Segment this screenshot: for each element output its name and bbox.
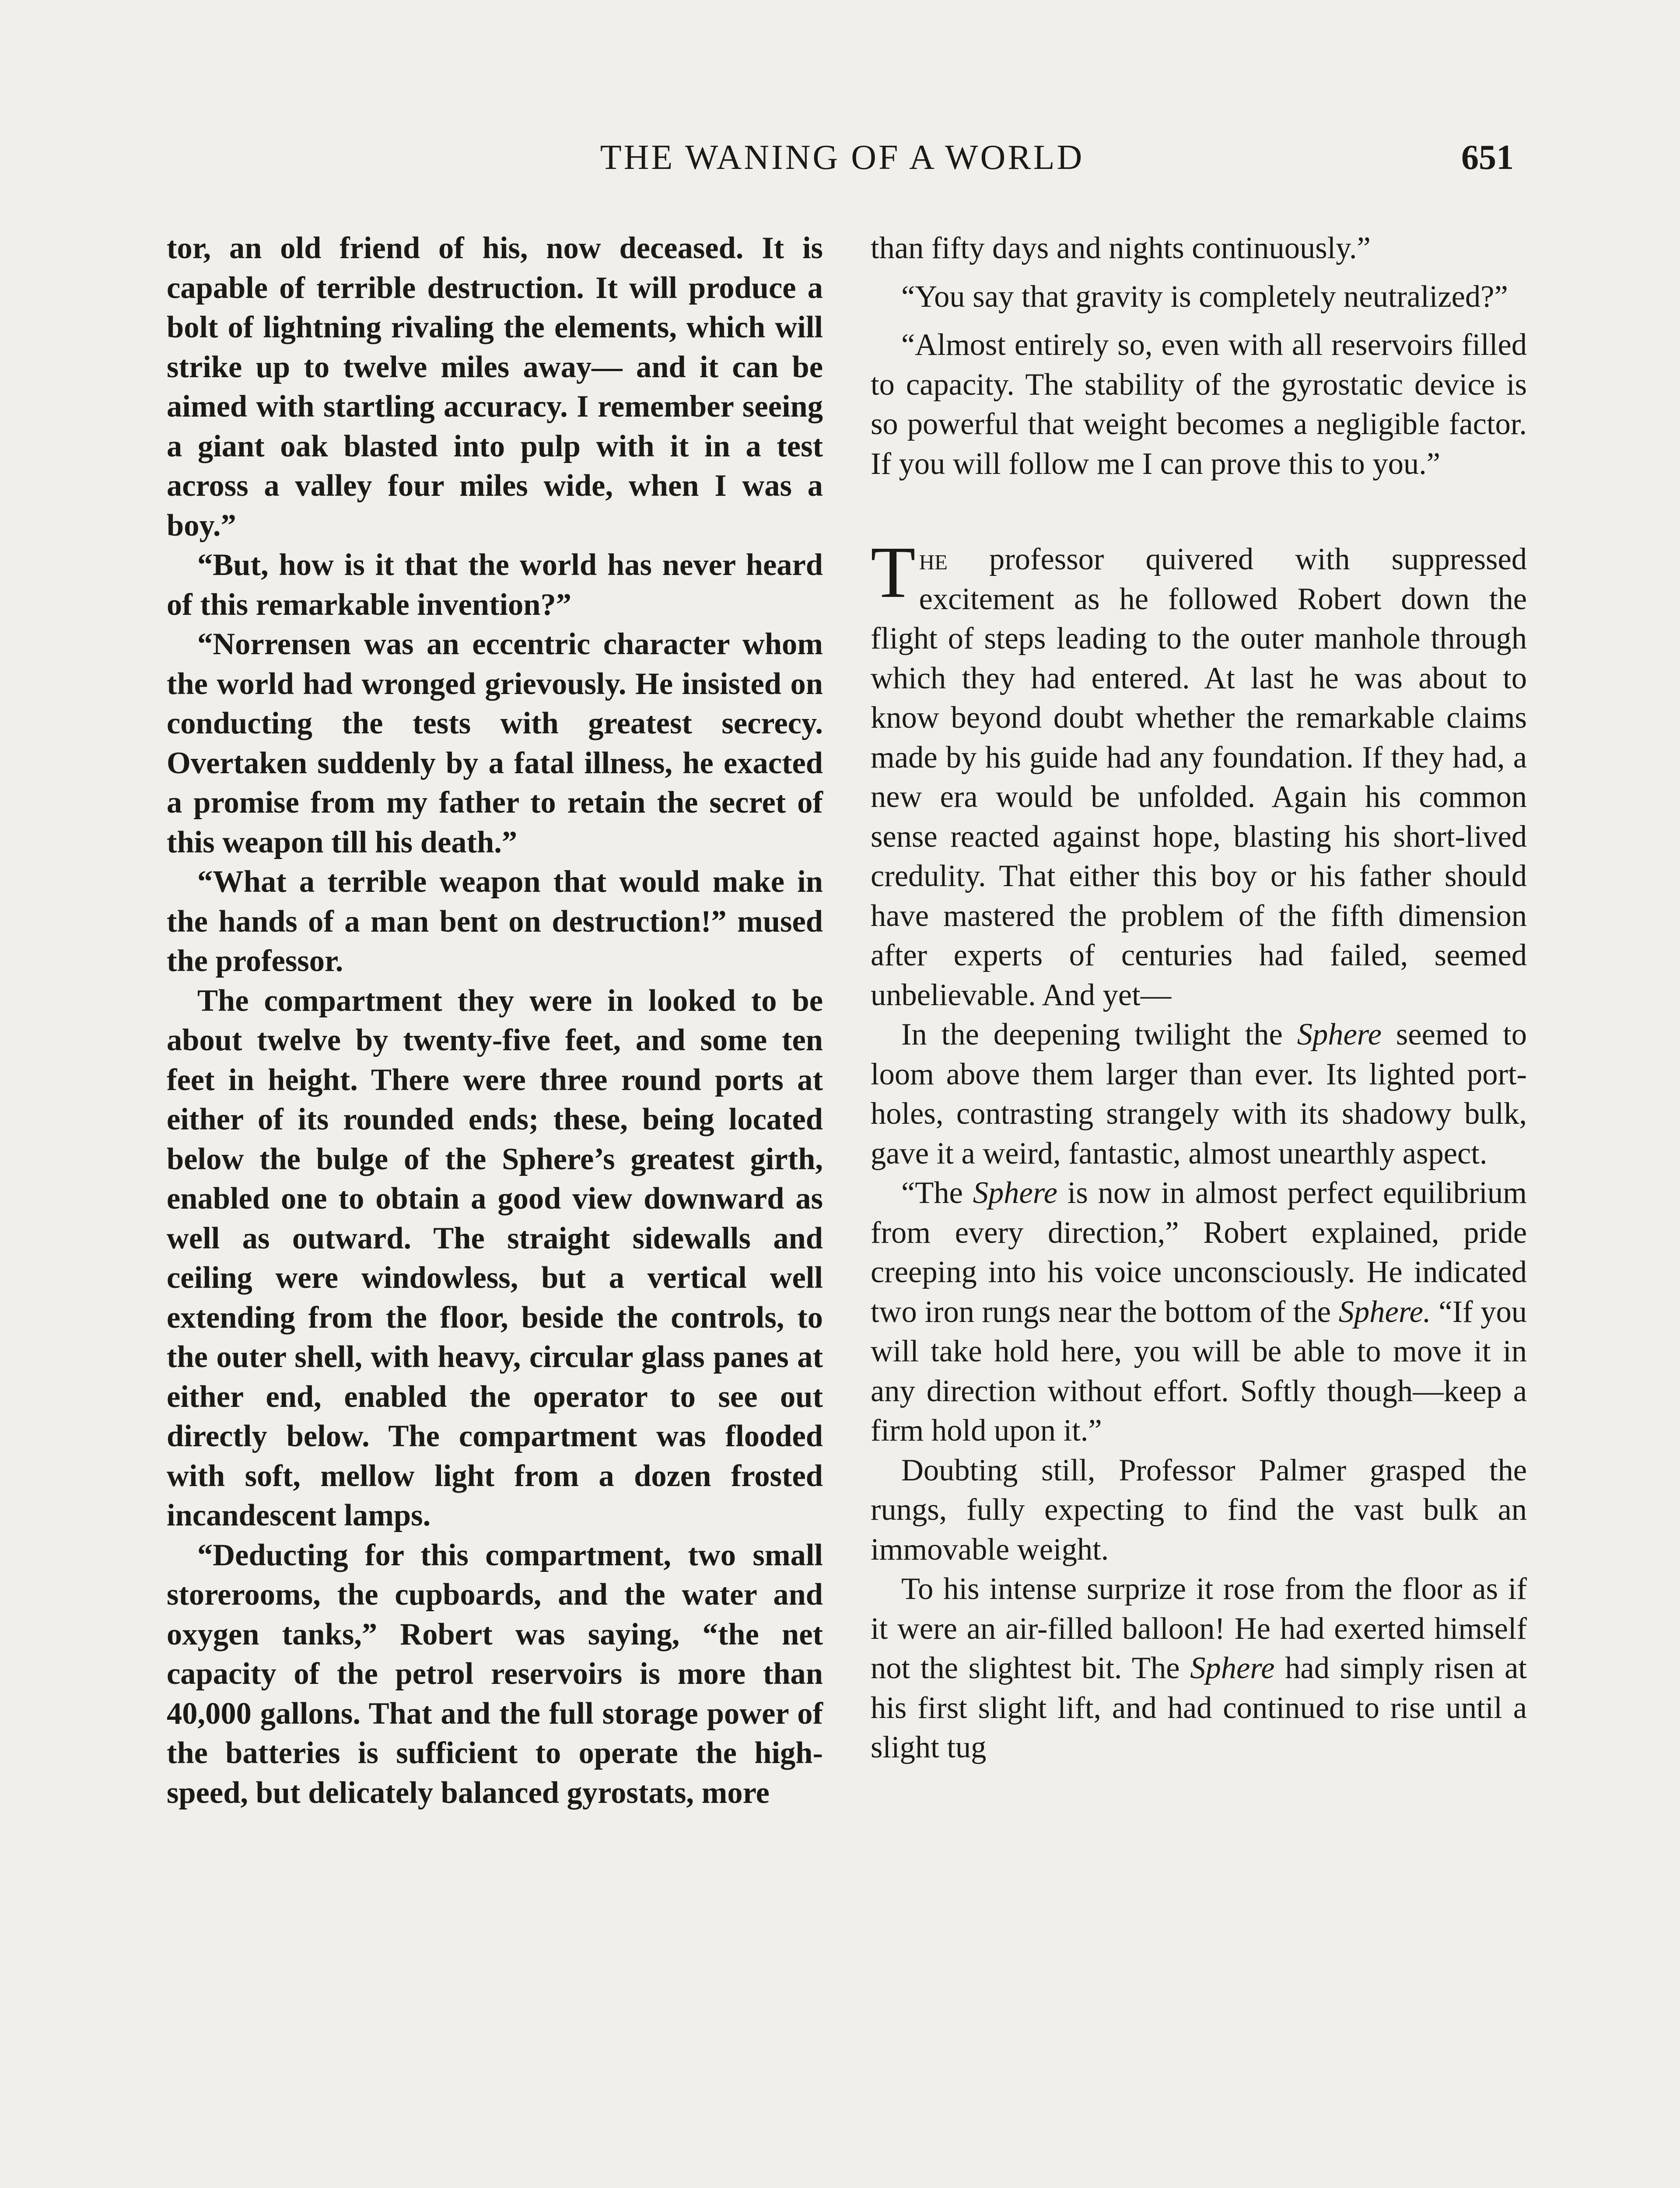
ship-name: Sphere (1190, 1651, 1275, 1685)
paragraph (871, 1015, 1527, 1173)
paragraph: tor, an old friend of his, now deceased. It is capable of terrible destruction. It will produce a bolt of lightning rivaling the elements, which will strike up to twelve miles away— and it can be aimed with startling accuracy. I remember seeing a giant oak blasted into pulp with it in a test across a valley four miles wide, when I was a boy.” (167, 231, 823, 543)
paragraph: “Deducting for this compartment, two small storerooms, the cupboards, and the water and oxygen tanks,” Robert was saying, “the net capacity of the petrol reservoirs is more than 40,000 gallons. That and the full storage power of the batteries is sufficient to operate the high-speed, but delicately balanced gyrostats, more (167, 1538, 823, 1810)
paragraph: “But, how is it that the world has never heard of this remarkable invention?” (167, 548, 823, 622)
right-column (871, 228, 1527, 1767)
running-header (171, 133, 1514, 182)
paragraph-text: professor quivered with suppressed excitement as he followed Robert down the flight of steps leading to the outer manhole through which they had entered. At last he was about to know beyond doubt whether the remarkable claims made by his guide had any foundation. If they had, a new era would be unfolded. Again his common sense reacted against hope, blasting his short-lived credulity. That either this boy or his father should have mastered the problem of the fifth dimension after experts of centuries had failed, seemed unbelievable. And yet— (871, 542, 1527, 1012)
drop-cap: T (871, 532, 916, 613)
paragraph-section-start (871, 532, 1527, 1015)
paragraph: than fifty days and nights continuously.” (871, 231, 1371, 265)
text-run: To his intense surprize it rose from the floor as if it were an air-filled balloon! He had exerted himself not the slightest bit. The (871, 1572, 1527, 1685)
page-number: 651 (1461, 138, 1514, 177)
ship-name: Sphere. (1338, 1294, 1431, 1329)
paragraph: “What a terrible weapon that would make in the hands of a man bent on destruction!” mused the professor. (167, 865, 823, 978)
paragraph: Doubting still, Professor Palmer grasped the rungs, fully expecting to find the vast bulk an immovable weight. (871, 1453, 1527, 1567)
text-run: seemed to loom above them larger than ever. Its lighted portholes, contrasting strangely with its shadowy bulk, gave it a weird, fantastic, almost unearthly aspect. (871, 1017, 1527, 1171)
ship-name: Sphere (973, 1176, 1057, 1210)
text-run: In the deepening twilight the (901, 1017, 1297, 1052)
running-title: THE WANING OF A WORLD (600, 138, 1085, 177)
text-run: “The (901, 1176, 973, 1210)
text-run: is now in almost perfect equilibrium from every direction,” Robert explained, pride creeping into his voice unconsciously. He indicated two iron rungs near the bottom of the (871, 1176, 1527, 1329)
paragraph: “You say that gravity is completely neutralized?” (901, 279, 1508, 314)
paragraph: “Almost entirely so, even with all reservoirs filled to capacity. The stability of the gyrostatic device is so powerful that weight becomes a negligible factor. If you will follow me I can prove this to you.” (871, 328, 1527, 481)
paragraph: The compartment they were in looked to be about twelve by twenty-five feet, and some ten feet in height. There were three round ports at either of its rounded ends; these, being located below the bulge of the Sphere’s greatest girth, enabled one to obtain a good view downward as well as outward. The straight sidewalls and ceiling were windowless, but a vertical well extending from the floor, beside the controls, to the outer shell, with heavy, circular glass panes at either end, enabled the operator to see out directly below. The compartment was flooded with soft, mellow light from a dozen frosted incandescent lamps. (167, 983, 823, 1532)
paragraph: “Norrensen was an eccentric character whom the world had wronged grievously. He insisted on conducting the tests with greatest secrecy. Overtaken suddenly by a fatal illness, he exacted a promise from my father to retain the secret of this weapon till his death.” (167, 627, 823, 859)
left-column (167, 228, 823, 1813)
lead-in: he (919, 542, 948, 576)
ship-name: Sphere (1297, 1017, 1382, 1052)
paragraph (871, 1569, 1527, 1767)
paragraph (871, 1173, 1527, 1451)
text-run: had simply risen at his first slight lift, and had continued to rise until a slight tug (871, 1651, 1527, 1764)
text-run: “If you will take hold here, you will be able to move it in any direction without effort. Softly though—keep a firm hold upon it.” (871, 1294, 1527, 1448)
